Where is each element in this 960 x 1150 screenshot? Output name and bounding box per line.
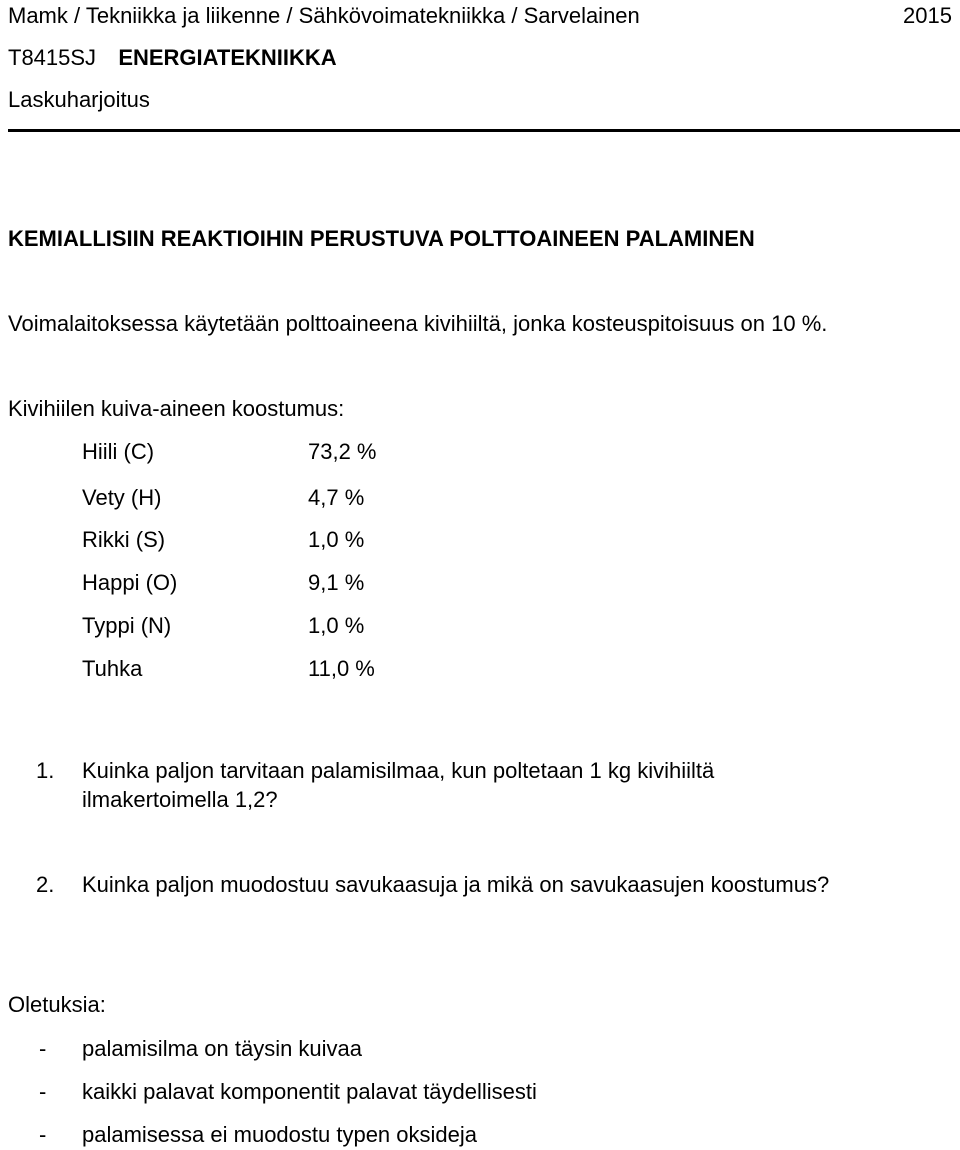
- breadcrumb: Mamk / Tekniikka ja liikenne / Sähkövoimatekniikka / Sarvelainen: [8, 3, 640, 28]
- list-dash: -: [39, 1036, 47, 1061]
- header-year: 2015: [903, 3, 952, 28]
- question-text: Kuinka paljon tarvitaan palamisilmaa, kun poltetaan 1 kg kivihiiltä: [82, 758, 715, 783]
- assumption-item: palamisessa ei muodostu typen oksideja: [82, 1122, 478, 1147]
- course-name: ENERGIATEKNIIKKA: [118, 45, 337, 70]
- page-title: KEMIALLISIIN REAKTIOIHIN PERUSTUVA POLTTOAINEEN PALAMINEN: [8, 226, 755, 251]
- composition-item-value: 4,7 %: [308, 485, 365, 510]
- document-type: Laskuharjoitus: [8, 87, 150, 112]
- question-text-continued: ilmakertoimella 1,2?: [82, 787, 278, 812]
- composition-heading: Kivihiilen kuiva-aineen koostumus:: [8, 396, 345, 421]
- composition-item-name: Hiili (C): [82, 439, 155, 464]
- list-dash: -: [39, 1122, 47, 1147]
- composition-item-value: 73,2 %: [308, 439, 377, 464]
- question-text: Kuinka paljon muodostuu savukaasuja ja mikä on savukaasujen koostumus?: [82, 872, 830, 897]
- composition-item-value: 11,0 %: [308, 656, 375, 681]
- header-divider: [8, 129, 960, 132]
- composition-item-name: Vety (H): [82, 485, 162, 510]
- composition-item-name: Typpi (N): [82, 613, 172, 638]
- course-line: [8, 47, 337, 69]
- intro-paragraph: Voimalaitoksessa käytetään polttoaineena kivihiiltä, jonka kosteuspitoisuus on 10 %.: [8, 311, 828, 336]
- question-number: 1.: [36, 758, 55, 783]
- composition-item-name: Tuhka: [82, 656, 143, 681]
- composition-item-value: 1,0 %: [308, 527, 365, 552]
- composition-item-value: 9,1 %: [308, 570, 365, 595]
- list-dash: -: [39, 1079, 47, 1104]
- assumptions-heading: Oletuksia:: [8, 992, 106, 1017]
- composition-item-name: Happi (O): [82, 570, 178, 595]
- question-number: 2.: [36, 872, 55, 897]
- assumption-item: palamisilma on täysin kuivaa: [82, 1036, 363, 1061]
- assumption-item: kaikki palavat komponentit palavat täydellisesti: [82, 1079, 537, 1104]
- course-code: T8415SJ: [8, 45, 97, 70]
- composition-item-value: 1,0 %: [308, 613, 365, 638]
- composition-item-name: Rikki (S): [82, 527, 166, 552]
